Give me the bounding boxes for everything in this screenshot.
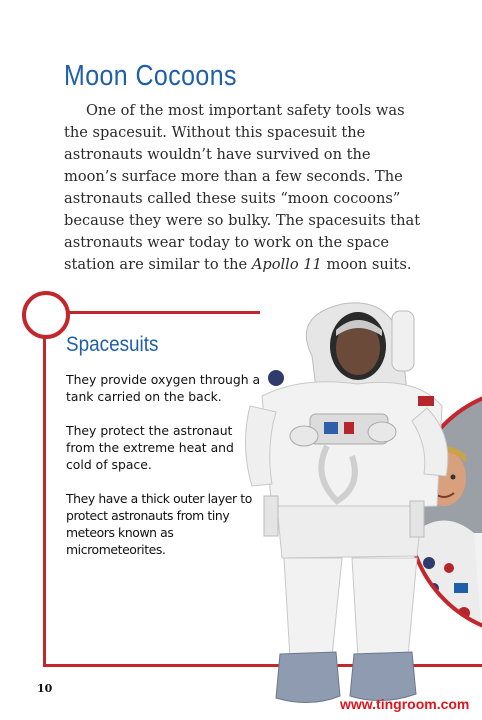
watermark: www.tingroom.com [340, 696, 470, 712]
body-paragraph [64, 100, 424, 276]
sidebar-title: Spacesuits [66, 333, 159, 356]
paragraph-text: One of the most important safety tools was the spacesuit. Without this spacesuit the astronauts wouldn’t have survived on the moon’s surface more than a few seconds. The astronauts called these suits “moon cocoons” because they were so bulky. The spacesuits that astronauts wear today to work on the space station are similar to the [64, 102, 421, 273]
page-number: 10 [37, 682, 53, 695]
fact-item: They have a thick outer layer to protect astronauts from tiny meteors known as micrometeorites. [66, 491, 252, 557]
page-title: Moon Cocoons [64, 60, 237, 92]
paragraph-end: moon suits. [321, 256, 412, 273]
astronaut-spacesuit-image [232, 296, 462, 714]
sidebar-circle-ornament [22, 291, 70, 339]
fact-item: They protect the astronaut from the extreme heat and cold of space. [66, 423, 234, 472]
paragraph-italic: Apollo 11 [251, 256, 322, 273]
fact-item: They provide oxygen through a tank carried on the back. [66, 372, 261, 404]
sidebar-frame-left [43, 334, 46, 667]
sidebar-frame-top [66, 311, 260, 314]
